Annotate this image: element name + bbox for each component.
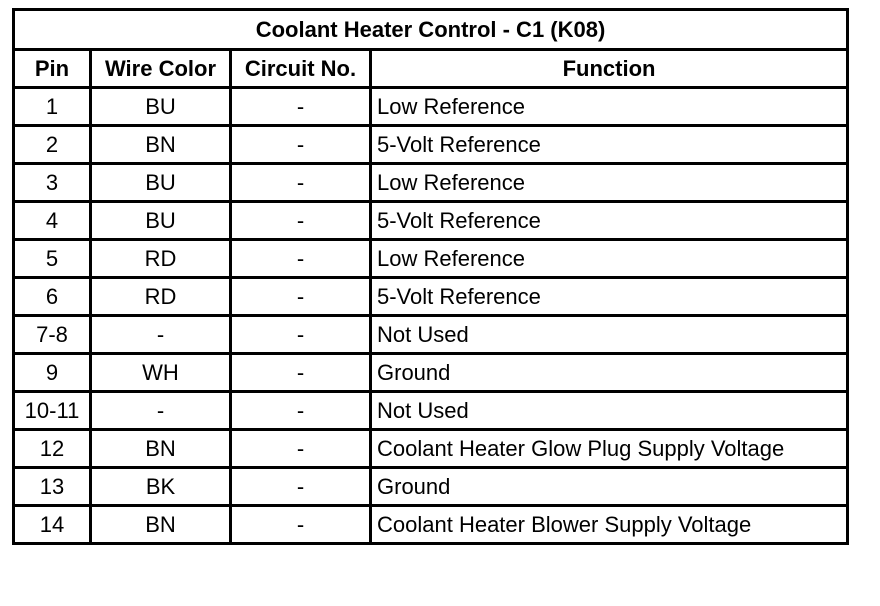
- function-cell: Coolant Heater Blower Supply Voltage: [371, 506, 848, 544]
- circuit-no-cell: -: [231, 392, 371, 430]
- header-pin: Pin: [14, 50, 91, 88]
- wire-color-cell: -: [91, 392, 231, 430]
- wire-color-cell: BU: [91, 202, 231, 240]
- header-circuit-no: Circuit No.: [231, 50, 371, 88]
- circuit-no-cell: -: [231, 430, 371, 468]
- table-title: Coolant Heater Control - C1 (K08): [14, 10, 848, 50]
- wire-color-cell: WH: [91, 354, 231, 392]
- circuit-no-cell: -: [231, 164, 371, 202]
- table-row: [14, 202, 848, 240]
- header-wire-color: Wire Color: [91, 50, 231, 88]
- wire-color-cell: BN: [91, 126, 231, 164]
- pin-cell: 12: [14, 430, 91, 468]
- wire-color-cell: BU: [91, 164, 231, 202]
- wire-color-cell: BU: [91, 88, 231, 126]
- function-cell: Not Used: [371, 316, 848, 354]
- connector-pinout-table: [12, 8, 849, 545]
- function-cell: Low Reference: [371, 164, 848, 202]
- table-row: [14, 316, 848, 354]
- circuit-no-cell: -: [231, 202, 371, 240]
- pin-cell: 9: [14, 354, 91, 392]
- table-row: [14, 164, 848, 202]
- circuit-no-cell: -: [231, 354, 371, 392]
- circuit-no-cell: -: [231, 316, 371, 354]
- function-cell: Ground: [371, 468, 848, 506]
- pin-cell: 4: [14, 202, 91, 240]
- function-cell: Not Used: [371, 392, 848, 430]
- pin-cell: 1: [14, 88, 91, 126]
- pin-cell: 5: [14, 240, 91, 278]
- table-row: [14, 126, 848, 164]
- function-cell: Coolant Heater Glow Plug Supply Voltage: [371, 430, 848, 468]
- table-row: [14, 468, 848, 506]
- table-body: [14, 88, 848, 544]
- function-cell: 5-Volt Reference: [371, 202, 848, 240]
- table-row: [14, 88, 848, 126]
- function-cell: 5-Volt Reference: [371, 126, 848, 164]
- pin-cell: 13: [14, 468, 91, 506]
- wire-color-cell: -: [91, 316, 231, 354]
- wire-color-cell: BK: [91, 468, 231, 506]
- wire-color-cell: BN: [91, 430, 231, 468]
- circuit-no-cell: -: [231, 240, 371, 278]
- pin-cell: 10-11: [14, 392, 91, 430]
- header-row: [14, 50, 848, 88]
- pin-cell: 14: [14, 506, 91, 544]
- pin-cell: 2: [14, 126, 91, 164]
- wire-color-cell: RD: [91, 240, 231, 278]
- connector-table-container: [12, 8, 849, 545]
- table-row: [14, 278, 848, 316]
- circuit-no-cell: -: [231, 88, 371, 126]
- pin-cell: 7-8: [14, 316, 91, 354]
- circuit-no-cell: -: [231, 506, 371, 544]
- function-cell: 5-Volt Reference: [371, 278, 848, 316]
- function-cell: Ground: [371, 354, 848, 392]
- title-row: [14, 10, 848, 50]
- wire-color-cell: BN: [91, 506, 231, 544]
- wire-color-cell: RD: [91, 278, 231, 316]
- table-row: [14, 392, 848, 430]
- circuit-no-cell: -: [231, 278, 371, 316]
- table-row: [14, 430, 848, 468]
- function-cell: Low Reference: [371, 88, 848, 126]
- circuit-no-cell: -: [231, 126, 371, 164]
- table-row: [14, 506, 848, 544]
- header-function: Function: [371, 50, 848, 88]
- pin-cell: 6: [14, 278, 91, 316]
- table-row: [14, 240, 848, 278]
- pin-cell: 3: [14, 164, 91, 202]
- table-row: [14, 354, 848, 392]
- function-cell: Low Reference: [371, 240, 848, 278]
- circuit-no-cell: -: [231, 468, 371, 506]
